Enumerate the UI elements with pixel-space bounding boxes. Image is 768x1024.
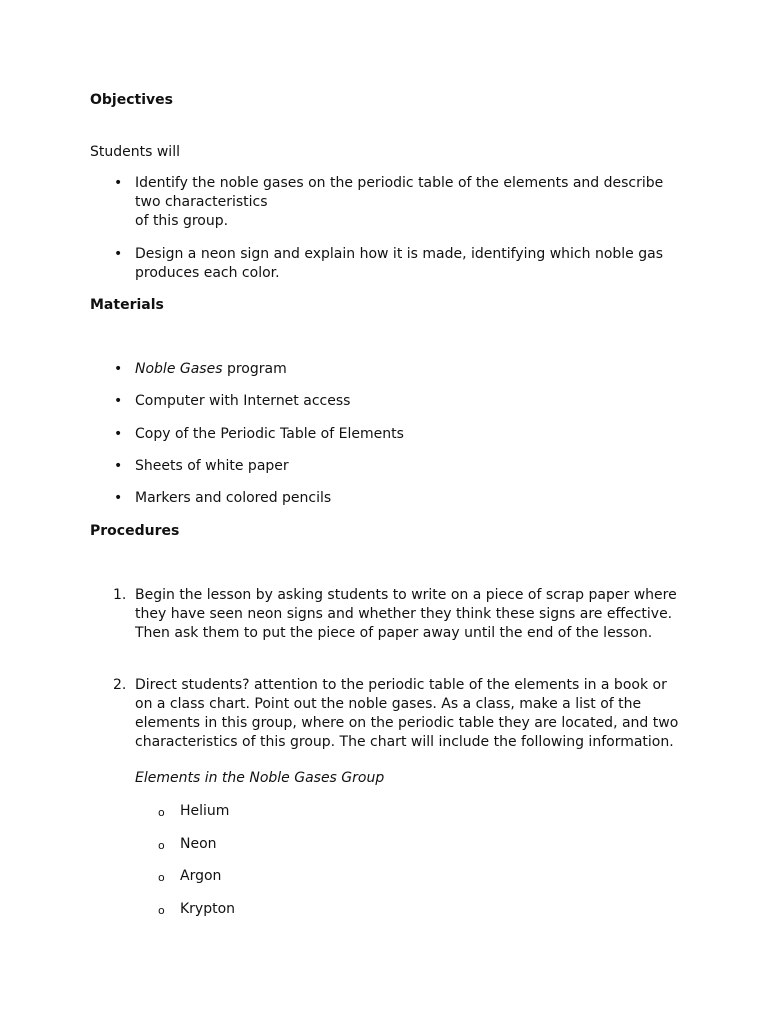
objective-line: two characteristics (135, 194, 268, 210)
bullet-icon: • (114, 393, 123, 409)
material-text (135, 360, 670, 379)
objectives-intro: Students will (90, 144, 180, 160)
circle-bullet-icon: o (158, 871, 165, 884)
step-line: Then ask them to put the piece of paper away until the end of the lesson. (135, 625, 653, 641)
step-line: characteristics of this group. The chart will include the following information. (135, 734, 674, 750)
step-number: 1. (113, 587, 127, 603)
bullet-icon: • (114, 426, 123, 442)
materials-heading: Materials (90, 297, 164, 313)
objectives-heading: Objectives (90, 92, 173, 108)
element-name: Helium (180, 803, 230, 819)
step-line: elements in this group, where on the periodic table they are located, and two (135, 715, 679, 731)
step-line: on a class chart. Point out the noble gases. As a class, make a list of the (135, 696, 642, 712)
step-line: Begin the lesson by asking students to write on a piece of scrap paper where (135, 587, 677, 603)
bullet-icon: • (114, 361, 123, 377)
program-name: Noble Gases (135, 361, 223, 377)
circle-bullet-icon: o (158, 904, 165, 917)
step-number: 2. (113, 677, 127, 693)
element-name: Neon (180, 836, 217, 852)
material-text: Markers and colored pencils (135, 490, 332, 506)
circle-bullet-icon: o (158, 806, 165, 819)
element-name: Argon (180, 868, 222, 884)
bullet-icon: • (114, 246, 123, 262)
bullet-icon: • (114, 490, 123, 506)
objective-line: produces each color. (135, 265, 280, 281)
step-line: they have seen neon signs and whether they think these signs are effective. (135, 606, 673, 622)
step-text (135, 676, 695, 752)
bullet-icon: • (114, 458, 123, 474)
material-text: Computer with Internet access (135, 393, 351, 409)
circle-bullet-icon: o (158, 839, 165, 852)
bullet-icon: • (114, 175, 123, 191)
procedures-heading: Procedures (90, 523, 180, 539)
material-text: Copy of the Periodic Table of Elements (135, 426, 404, 442)
objective-text (135, 245, 670, 283)
elements-subheading: Elements in the Noble Gases Group (135, 770, 385, 786)
objective-text (135, 174, 670, 231)
objective-line: Identify the noble gases on the periodic table of the elements and describe (135, 175, 664, 191)
material-label: program (222, 361, 287, 377)
element-name: Krypton (180, 901, 236, 917)
objective-line: of this group. (135, 213, 229, 229)
objective-line: Design a neon sign and explain how it is made, identifying which noble gas (135, 246, 663, 262)
material-text: Sheets of white paper (135, 458, 289, 474)
step-line: Direct students? attention to the periodic table of the elements in a book or (135, 677, 667, 693)
step-text (135, 586, 695, 643)
